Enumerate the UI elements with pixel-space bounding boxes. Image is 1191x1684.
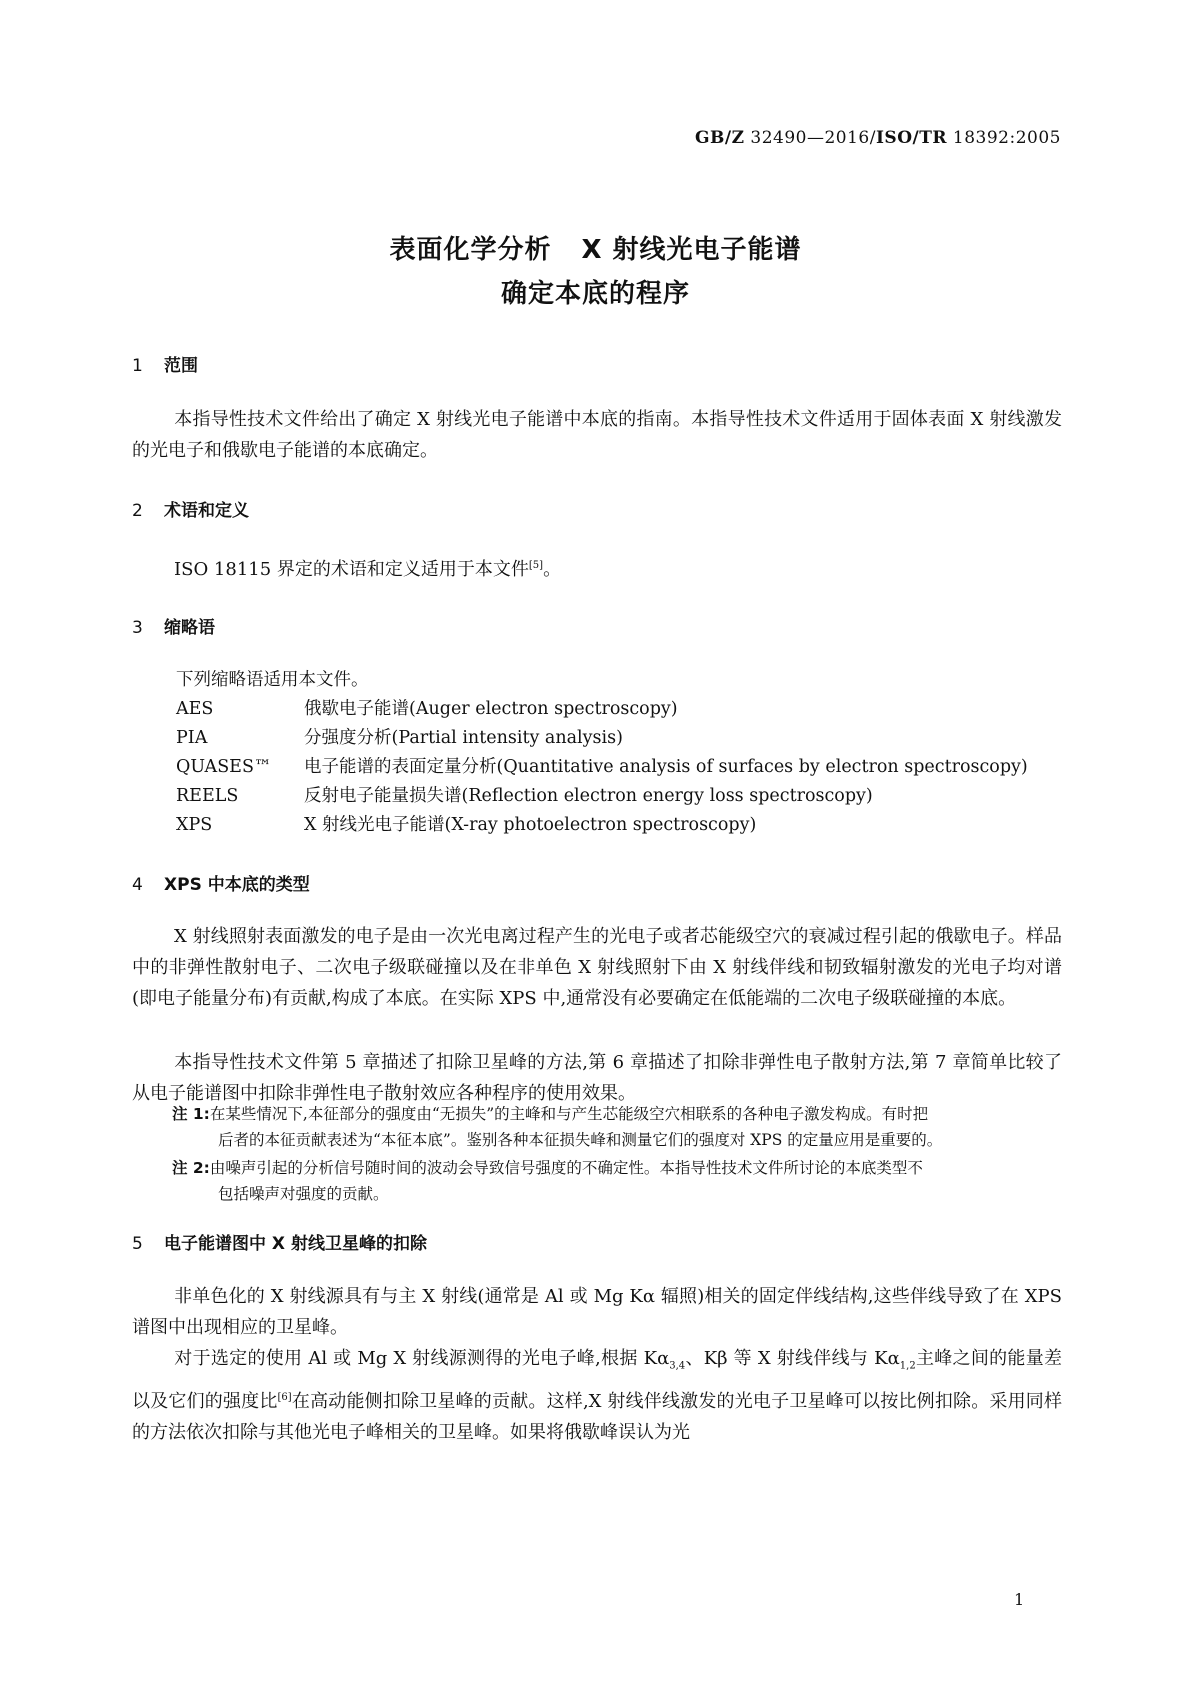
section-3-heading: 3 缩略语 (132, 618, 215, 638)
section-1-heading: 1 范围 (132, 356, 198, 376)
page-number: 1 (1014, 1590, 1025, 1609)
section-2-heading: 2 术语和定义 (132, 501, 249, 521)
abbreviation-row: QUASES™ 电子能谱的表面定量分析(Quantitative analysis of surfaces by electron spectroscopy) (176, 757, 1028, 777)
section-5-paragraph-2: 对于选定的使用 Al 或 Mg X 射线源测得的光电子峰,根据 $K\alpha_{3,4}$、Kβ 等 X 射线伴线与 $K\alpha_{1,2}$主峰之间的能量差以及它们的强度比[6]在高动能侧扣除卫星峰的贡献。这样,X 射线伴线激发的光电子卫星峰可以按比例扣除。采用同样的方法依次扣除与其他光电子峰相关的卫星峰。如果将俄歇峰误认为光 (132, 1348, 1062, 1443)
section-4-paragraph-2: 本指导性技术文件第 5 章描述了扣除卫星峰的方法,第 6 章描述了扣除非弹性电子散射方法,第 7 章简单比较了从电子能谱图中扣除非弹性电子散射效应各种程序的使用效果。 (132, 1052, 1062, 1104)
section-5-paragraph-1: 非单色化的 X 射线源具有与主 X 射线(通常是 Al 或 Mg Kα 辐照)相关的固定伴线结构,这些伴线导致了在 XPS 谱图中出现相应的卫星峰。 (132, 1286, 1062, 1338)
abbreviation-row: AES 俄歇电子能谱(Auger electron spectroscopy) (176, 699, 678, 719)
title-line-2: 确定本底的程序 (500, 279, 690, 309)
note-1: 注 1:在某些情况下,本征部分的强度由“无损失”的主峰和与产生芯能级空穴相联系的各种电子激发构成。有时把 后者的本征贡献表述为“本征本底”。鉴别各种本征损失峰和测量它们的强度对 XPS 的定量应用是重要的。 (172, 1105, 943, 1149)
abbreviations-intro: 下列缩略语适用本文件。 (176, 670, 369, 690)
section-2-paragraph: ISO 18115 界定的术语和定义适用于本文件[5]。 (174, 559, 562, 580)
abbreviation-row: PIA 分强度分析(Partial intensity analysis) (176, 728, 623, 748)
abbreviation-row: XPS X 射线光电子能谱(X-ray photoelectron spectroscopy) (176, 815, 757, 835)
title-line-1: 表面化学分析 X 射线光电子能谱 (389, 235, 802, 265)
section-5-heading: 5 电子能谱图中 X 射线卫星峰的扣除 (132, 1234, 427, 1254)
reference-6: [6] (277, 1391, 292, 1403)
section-4-heading: 4 XPS 中本底的类型 (132, 875, 310, 895)
document-title (0, 228, 1191, 316)
section-1-paragraph: 本指导性技术文件给出了确定 X 射线光电子能谱中本底的指南。本指导性技术文件适用于固体表面 X 射线激发的光电子和俄歇电子能谱的本底确定。 (132, 409, 1062, 461)
note-2: 注 2:由噪声引起的分析信号随时间的波动会导致信号强度的不确定性。本指导性技术文件所讨论的本底类型不 包括噪声对强度的贡献。 (172, 1159, 923, 1203)
section-4-paragraph-1: X 射线照射表面激发的电子是由一次光电离过程产生的光电子或者芯能级空穴的衰减过程引起的俄歇电子。样品中的非弹性散射电子、二次电子级联碰撞以及在非单色 X 射线照射下由 X 射线伴线和韧致辐射激发的光电子均对谱(即电子能量分布)有贡献,构成了本底。在实际 XPS 中,通常没有必要确定在低能端的二次电子级联碰撞的本底。 (132, 926, 1062, 1009)
reference-5: [5] (528, 560, 544, 571)
abbreviation-row: REELS 反射电子能量损失谱(Reflection electron energy loss spectroscopy) (176, 786, 873, 806)
standard-code-header: GB/Z 32490—2016/ISO/TR 18392:2005 (694, 128, 1061, 148)
